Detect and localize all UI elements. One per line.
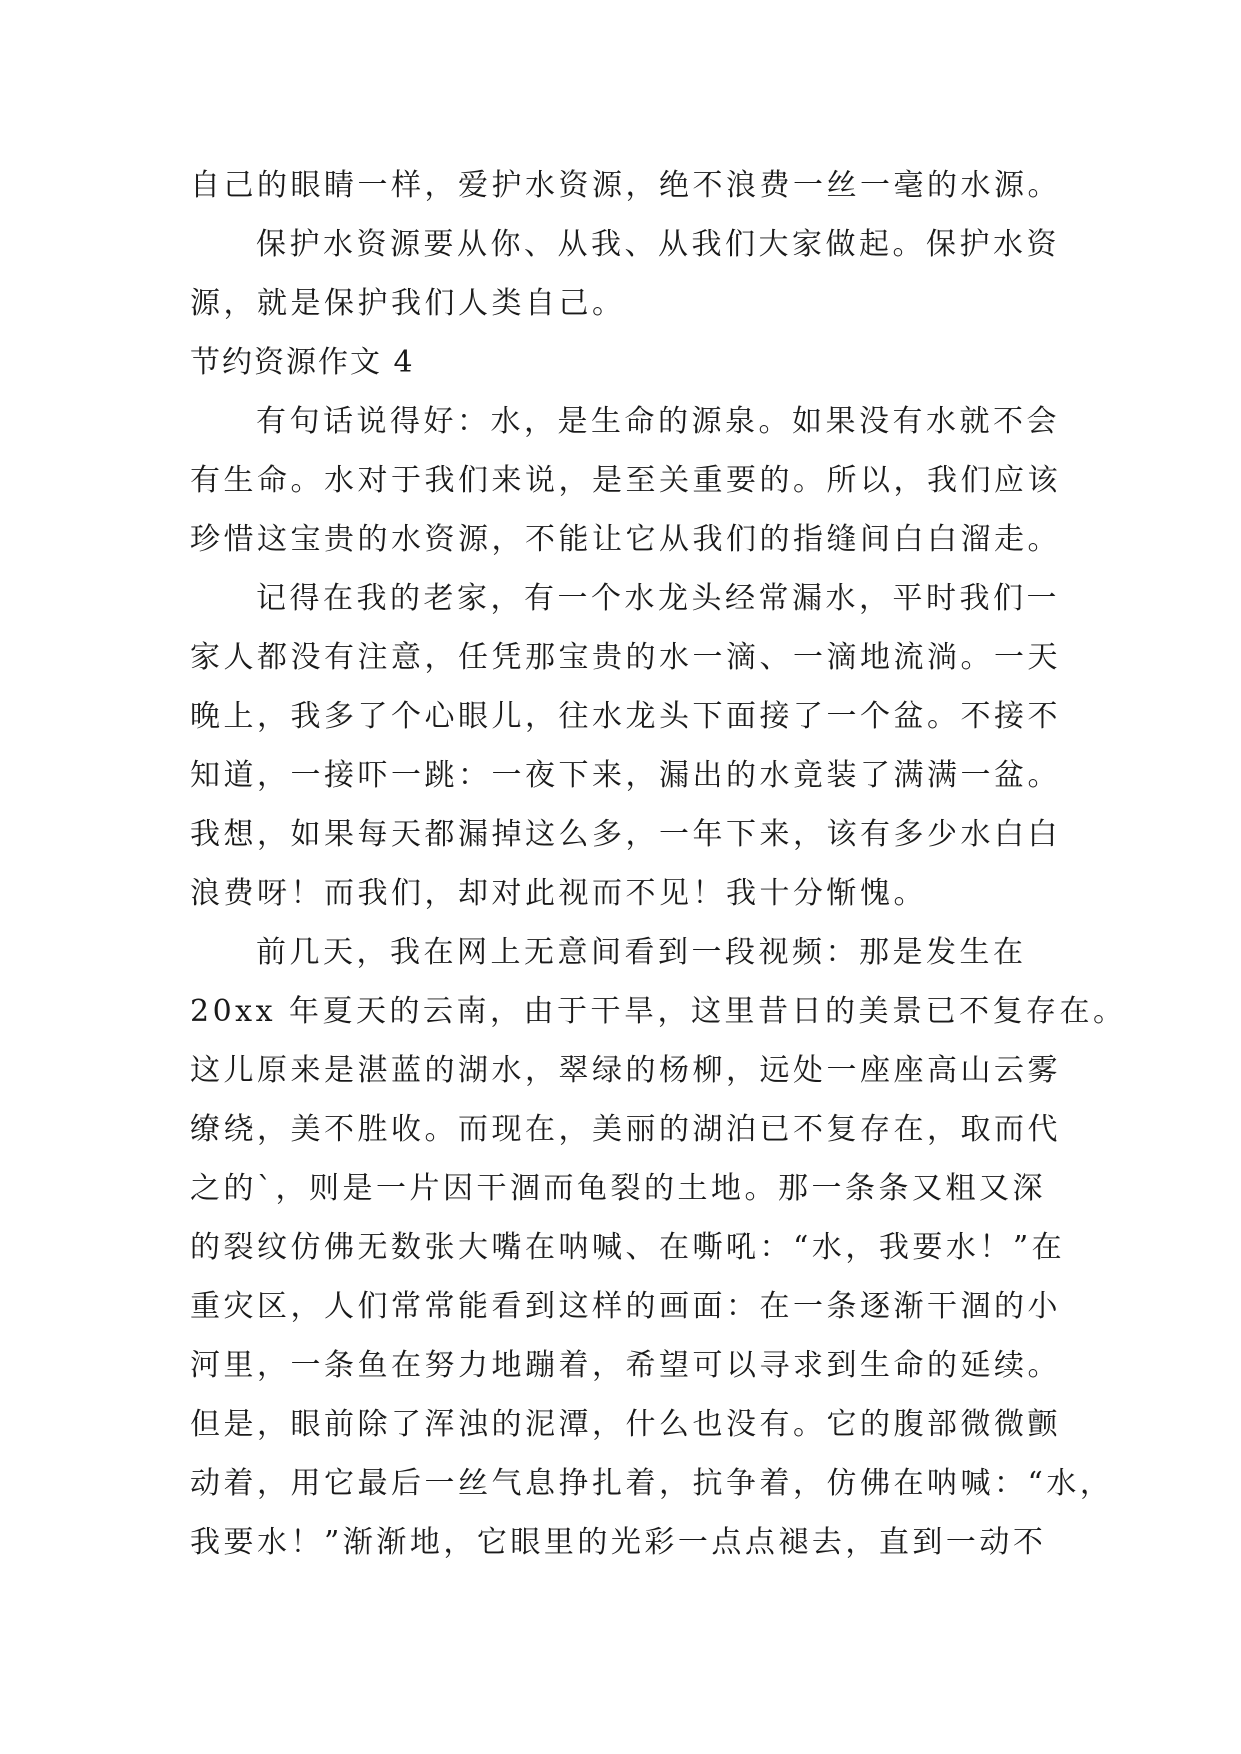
text-line: 20xx 年夏天的云南，由于干旱，这里昔日的美景已不复存在。 [190, 994, 1127, 1029]
document-body [190, 156, 1127, 1572]
text-line: 我想，如果每天都漏掉这么多，一年下来，该有多少水白白 [190, 817, 1061, 852]
text-line: 但是，眼前除了浑浊的泥潭，什么也没有。它的腹部微微颤 [190, 1407, 1061, 1442]
text-line: 晚上，我多了个心眼儿，往水龙头下面接了一个盆。不接不 [190, 699, 1061, 734]
text-line: 浪费呀！而我们，却对此视而不见！我十分惭愧。 [190, 876, 927, 911]
text-line: 保护水资源要从你、从我、从我们大家做起。保护水资 [256, 227, 1060, 262]
text-line: 家人都没有注意，任凭那宝贵的水一滴、一滴地流淌。一天 [190, 640, 1061, 675]
text-line: 动着，用它最后一丝气息挣扎着，抗争着，仿佛在呐喊：“水， [190, 1466, 1114, 1501]
section-heading: 节约资源作文 4 [190, 345, 415, 380]
text-line: 知道，一接吓一跳：一夜下来，漏出的水竟装了满满一盆。 [190, 758, 1061, 793]
text-line: 我要水！”渐渐地，它眼里的光彩一点点褪去，直到一动不 [190, 1525, 1047, 1560]
text-line: 源，就是保护我们人类自己。 [190, 286, 626, 321]
text-line: 前几天，我在网上无意间看到一段视频：那是发生在 [256, 935, 1027, 970]
text-line: 有生命。水对于我们来说，是至关重要的。所以，我们应该 [190, 463, 1061, 498]
text-line: 的裂纹仿佛无数张大嘴在呐喊、在嘶吼：“水，我要水！”在 [190, 1230, 1066, 1265]
text-line: 重灾区，人们常常能看到这样的画面：在一条逐渐干涸的小 [190, 1289, 1061, 1324]
text-line: 河里，一条鱼在努力地蹦着，希望可以寻求到生命的延续。 [190, 1348, 1061, 1383]
text-line: 缭绕，美不胜收。而现在，美丽的湖泊已不复存在，取而代 [190, 1112, 1061, 1147]
text-line: 珍惜这宝贵的水资源，不能让它从我们的指缝间白白溜走。 [190, 522, 1061, 557]
text-line: 记得在我的老家，有一个水龙头经常漏水，平时我们一 [256, 581, 1060, 616]
text-line: 有句话说得好：水，是生命的源泉。如果没有水就不会 [256, 404, 1060, 439]
text-line: 之的`，则是一片因干涸而龟裂的土地。那一条条又粗又深 [190, 1171, 1046, 1206]
text-line: 这儿原来是湛蓝的湖水，翠绿的杨柳，远处一座座高山云雾 [190, 1053, 1061, 1088]
text-line: 自己的眼睛一样，爱护水资源，绝不浪费一丝一毫的水源。 [190, 168, 1061, 203]
